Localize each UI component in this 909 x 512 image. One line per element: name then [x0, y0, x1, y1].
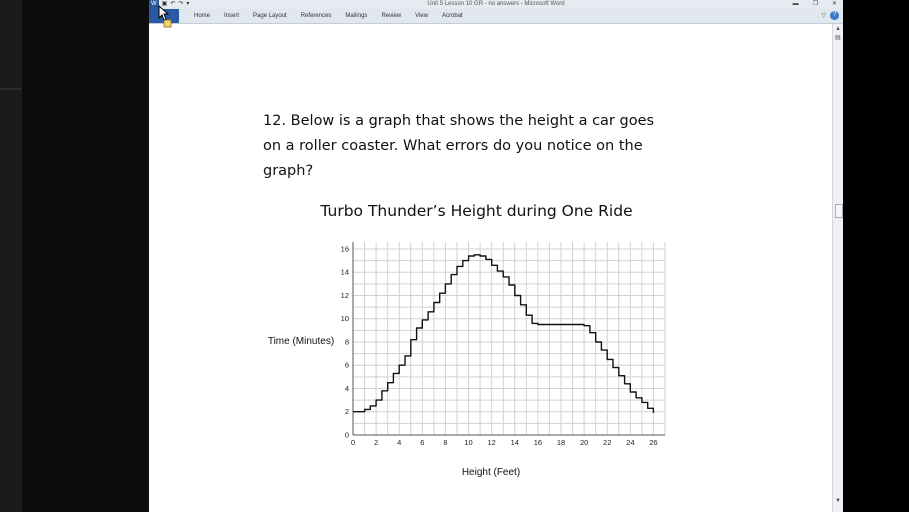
mouse-cursor-icon — [158, 5, 172, 29]
y-tick-label: 8 — [344, 337, 349, 347]
x-tick-label: 24 — [626, 438, 635, 447]
word-window — [149, 0, 843, 512]
close-icon[interactable]: ✕ — [831, 1, 837, 7]
document-page[interactable] — [149, 24, 832, 512]
title-bar — [149, 0, 843, 9]
tab-page-layout[interactable]: Page Layout — [253, 13, 287, 19]
tab-acrobat[interactable]: Acrobat — [442, 13, 463, 19]
restore-icon[interactable]: ❐ — [812, 1, 818, 7]
x-tick-label: 26 — [649, 438, 658, 447]
vertical-scrollbar[interactable] — [832, 24, 843, 512]
window-title: Unit 5 Lesson 10 GR - no answers - Microsoft Word — [427, 1, 565, 7]
word-logo-icon[interactable]: W — [151, 1, 157, 7]
undo-icon[interactable]: ↶ — [170, 1, 176, 7]
ribbon-tabs — [187, 9, 470, 23]
x-tick-label: 18 — [556, 438, 566, 447]
line-chart — [149, 24, 832, 512]
ruler-toggle-icon[interactable]: ▤ — [835, 35, 841, 41]
y-axis-label: Time (Minutes) — [267, 336, 335, 347]
y-tick-label: 0 — [344, 430, 349, 440]
desktop-left-edge — [0, 0, 149, 512]
save-icon[interactable]: ▣ — [161, 1, 168, 7]
y-tick-label: 14 — [340, 267, 349, 277]
x-tick-label: 14 — [510, 438, 519, 447]
question-line: on a roller coaster. What errors do you notice on the — [263, 138, 643, 154]
tab-view[interactable]: View — [415, 13, 429, 19]
y-tick-label: 2 — [344, 407, 349, 417]
x-tick-label: 8 — [443, 438, 448, 447]
x-tick-label: 10 — [464, 438, 473, 447]
ribbon-collapse-icon[interactable]: ▽ — [821, 13, 826, 19]
y-tick-label: 10 — [340, 314, 349, 324]
scrollbar-thumb[interactable] — [835, 204, 843, 218]
tab-review[interactable]: Review — [381, 13, 402, 19]
question-line: graph? — [263, 163, 314, 179]
desktop-right-edge — [843, 0, 909, 512]
scroll-down-icon[interactable]: ▼ — [835, 498, 841, 504]
x-tick-label: 16 — [533, 438, 543, 447]
tab-references[interactable]: References — [300, 13, 332, 19]
scroll-up-icon[interactable]: ▲ — [835, 26, 841, 32]
x-tick-label: 2 — [374, 438, 379, 447]
x-tick-label: 20 — [579, 438, 589, 447]
x-axis-label: Height (Feet) — [461, 467, 521, 478]
x-tick-label: 22 — [603, 438, 612, 447]
customize-toolbar-icon[interactable]: ▾ — [186, 1, 190, 7]
y-tick-label: 6 — [344, 360, 349, 370]
chart-title: Turbo Thunder’s Height during One Ride — [320, 202, 633, 220]
window-controls — [793, 0, 837, 9]
ribbon — [149, 9, 843, 24]
tab-insert[interactable]: Insert — [224, 13, 240, 19]
x-tick-label: 0 — [350, 438, 356, 447]
help-icon[interactable]: ? — [830, 11, 839, 20]
redo-icon[interactable]: ↷ — [178, 1, 184, 7]
x-tick-label: 6 — [420, 438, 425, 447]
x-tick-label: 4 — [397, 438, 402, 447]
y-tick-label: 12 — [340, 290, 349, 300]
y-tick-label: 16 — [340, 244, 349, 254]
tab-mailings[interactable]: Mailings — [345, 13, 368, 19]
question-line: 12. Below is a graph that shows the height a car goes — [263, 113, 655, 129]
minimize-icon[interactable]: ▬ — [792, 1, 799, 7]
ribbon-controls — [821, 9, 839, 23]
y-tick-label: 4 — [344, 383, 349, 393]
x-tick-label: 12 — [487, 438, 496, 447]
tab-home[interactable]: Home — [194, 13, 211, 19]
